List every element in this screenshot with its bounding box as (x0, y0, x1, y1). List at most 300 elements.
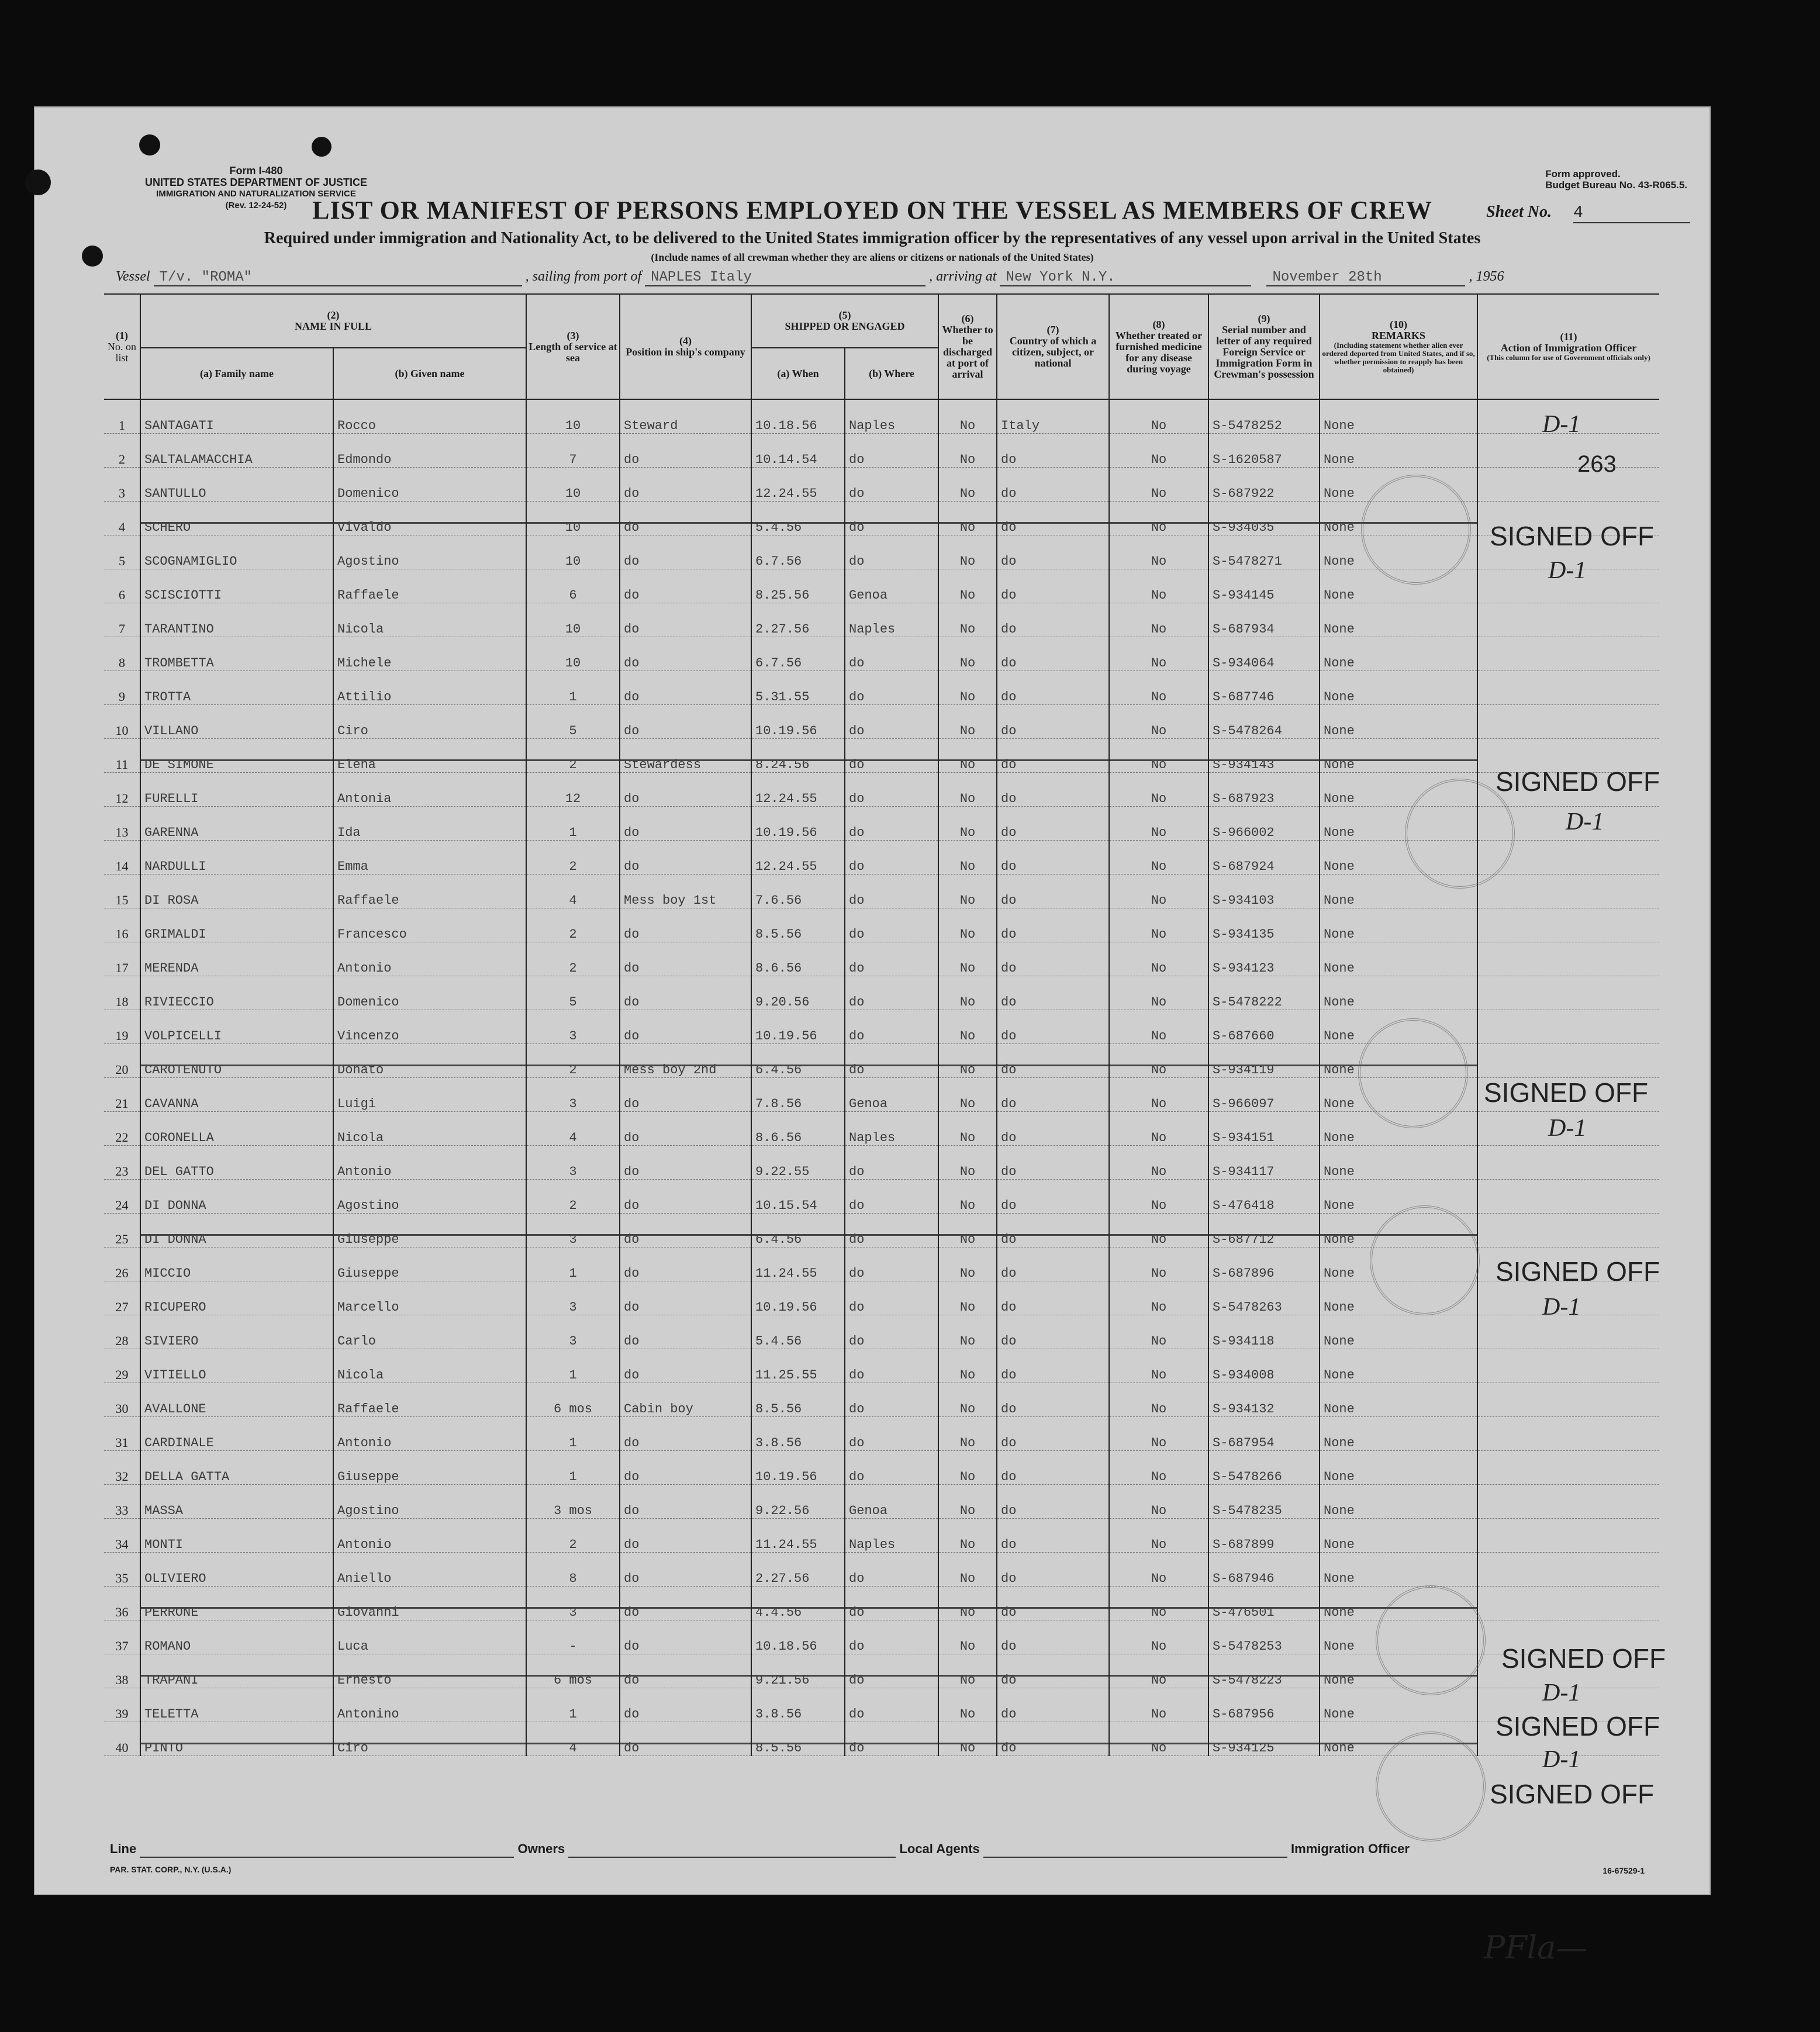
approval-block (1545, 168, 1687, 191)
d1-mark: D-1 (1542, 1679, 1581, 1706)
discharged: No (938, 1688, 997, 1722)
given-name: Antonio (333, 1146, 526, 1180)
shipped-where: do (845, 434, 938, 468)
service-length: 3 (526, 1078, 620, 1112)
country: do (997, 1620, 1109, 1654)
discharged: No (938, 739, 997, 773)
serial-number: S-934125 (1208, 1722, 1320, 1756)
remarks: None (1320, 773, 1477, 807)
country: do (997, 705, 1109, 739)
discharged: No (938, 671, 997, 705)
table-row (104, 603, 1659, 637)
col-where-header: (b) Where (845, 348, 938, 399)
row-number: 29 (104, 1349, 140, 1383)
discharged: No (938, 976, 997, 1010)
position: do (620, 1451, 751, 1485)
service-length: 6 mos (526, 1654, 620, 1688)
table-row (104, 637, 1659, 671)
shipped-where: do (845, 502, 938, 535)
remarks: None (1320, 434, 1477, 468)
immigration-stamp (1361, 475, 1471, 585)
position: do (620, 569, 751, 603)
row-number: 7 (104, 603, 140, 637)
serial-number: S-5478222 (1208, 976, 1320, 1010)
row-number: 40 (104, 1722, 140, 1756)
row-number: 17 (104, 942, 140, 976)
shipped-where: do (845, 1383, 938, 1417)
position: do (620, 1180, 751, 1214)
shipped-where: do (845, 1654, 938, 1688)
service-length: 10 (526, 468, 620, 502)
row-number: 36 (104, 1587, 140, 1620)
col-remarks-header: (10) REMARKS (Including statement whether alien ever ordered deported from United States, and if so, whether permission to reapply has been obtained) (1320, 294, 1477, 399)
treated: No (1109, 1349, 1208, 1383)
shipped-where: do (845, 1044, 938, 1078)
country: do (997, 1383, 1109, 1417)
family-name: SALTALAMACCHIA (140, 434, 333, 468)
discharged: No (938, 399, 997, 434)
service-length: 1 (526, 671, 620, 705)
family-name: SCOGNAMIGLIO (140, 535, 333, 569)
table-row (104, 875, 1659, 908)
discharged: No (938, 1620, 997, 1654)
table-row (104, 1417, 1659, 1451)
shipped-where: do (845, 1417, 938, 1451)
shipped-when: 5.4.56 (751, 502, 845, 535)
given-name: Luca (333, 1620, 526, 1654)
family-name: NARDULLI (140, 841, 333, 875)
sheet-number (1486, 203, 1690, 223)
row-number: 16 (104, 908, 140, 942)
family-name: ROMANO (140, 1620, 333, 1654)
family-name: RIVIECCIO (140, 976, 333, 1010)
remarks: None (1320, 671, 1477, 705)
family-name: SCHERO (140, 502, 333, 535)
remarks: None (1320, 1417, 1477, 1451)
officer-action (1477, 1146, 1659, 1180)
col-shipped-header: (5) SHIPPED OR ENGAGED (751, 294, 938, 348)
remarks: None (1320, 1315, 1477, 1349)
remarks: None (1320, 1519, 1477, 1553)
position: do (620, 976, 751, 1010)
discharged: No (938, 468, 997, 502)
position: do (620, 1519, 751, 1553)
shipped-where: Naples (845, 603, 938, 637)
country: do (997, 841, 1109, 875)
discharged: No (938, 1485, 997, 1519)
country: do (997, 942, 1109, 976)
country: do (997, 671, 1109, 705)
immigration-stamp (1405, 779, 1515, 889)
remarks: None (1320, 1587, 1477, 1620)
position: do (620, 1417, 751, 1451)
family-name: VITIELLO (140, 1349, 333, 1383)
serial-number: S-5478266 (1208, 1451, 1320, 1485)
country: do (997, 1654, 1109, 1688)
position: do (620, 1247, 751, 1281)
family-name: DI DONNA (140, 1214, 333, 1247)
discharged: No (938, 1214, 997, 1247)
service-length: 2 (526, 1180, 620, 1214)
remarks: None (1320, 1553, 1477, 1587)
serial-number: S-5478264 (1208, 705, 1320, 739)
shipped-where: Genoa (845, 569, 938, 603)
serial-number: S-934119 (1208, 1044, 1320, 1078)
remarks: None (1320, 1044, 1477, 1078)
page-number-annotation: 263 (1577, 451, 1617, 477)
sheet-value: 4 (1573, 204, 1690, 223)
serial-number: S-687660 (1208, 1010, 1320, 1044)
row-number: 31 (104, 1417, 140, 1451)
signed-off-annotation: SIGNED OFF (1490, 1779, 1655, 1809)
family-name: DEL GATTO (140, 1146, 333, 1180)
year-digit: 6 (1497, 269, 1504, 284)
discharged: No (938, 841, 997, 875)
service-length: 8 (526, 1553, 620, 1587)
country: do (997, 875, 1109, 908)
treated: No (1109, 1078, 1208, 1112)
position: do (620, 1214, 751, 1247)
row-number: 10 (104, 705, 140, 739)
shipped-where: Genoa (845, 1485, 938, 1519)
country: do (997, 1722, 1109, 1756)
table-row (104, 671, 1659, 705)
immigration-stamp (1370, 1205, 1480, 1315)
row-number: 39 (104, 1688, 140, 1722)
subnote: (Include names of all crewman whether they are aliens or citizens or nationals of the United States) (651, 251, 1094, 263)
service-length: 10 (526, 502, 620, 535)
shipped-where: do (845, 1214, 938, 1247)
shipped-where: Genoa (845, 1078, 938, 1112)
row-number: 1 (104, 399, 140, 434)
immigration-stamp (1358, 1018, 1468, 1128)
discharged: No (938, 1247, 997, 1281)
position: do (620, 705, 751, 739)
table-row (104, 1383, 1659, 1417)
family-name: SANTAGATI (140, 399, 333, 434)
row-number: 3 (104, 468, 140, 502)
shipped-when: 10.15.54 (751, 1180, 845, 1214)
service-length: 2 (526, 739, 620, 773)
discharged: No (938, 1044, 997, 1078)
family-name: CORONELLA (140, 1112, 333, 1146)
officer-action (1477, 1519, 1659, 1553)
given-name: Ida (333, 807, 526, 841)
page-title: LIST OR MANIFEST OF PERSONS EMPLOYED ON THE VESSEL AS MEMBERS OF CREW (312, 196, 1432, 224)
shipped-when: 12.24.55 (751, 468, 845, 502)
d1-mark: D-1 (1542, 1294, 1581, 1321)
remarks: None (1320, 908, 1477, 942)
vessel-name: T/v. "ROMA" (154, 269, 522, 286)
treated: No (1109, 875, 1208, 908)
serial-number: S-934035 (1208, 502, 1320, 535)
position: Mess boy 1st (620, 875, 751, 908)
family-name: MONTI (140, 1519, 333, 1553)
row-number: 35 (104, 1553, 140, 1587)
country: do (997, 1553, 1109, 1587)
col-discharged-header: (6) Whether to be discharged at port of arrival (938, 294, 997, 399)
table-row (104, 1451, 1659, 1485)
country: do (997, 1519, 1109, 1553)
country: do (997, 535, 1109, 569)
row-number: 8 (104, 637, 140, 671)
discharged: No (938, 1349, 997, 1383)
shipped-where: do (845, 1620, 938, 1654)
service-length: 1 (526, 1417, 620, 1451)
position: do (620, 1620, 751, 1654)
remarks: None (1320, 705, 1477, 739)
shipped-where: do (845, 739, 938, 773)
shipped-where: do (845, 1010, 938, 1044)
shipped-when: 6.4.56 (751, 1044, 845, 1078)
local-agents-label: Local Agents (899, 1841, 980, 1856)
shipped-when: 9.22.56 (751, 1485, 845, 1519)
remarks: None (1320, 1112, 1477, 1146)
serial-number: S-934008 (1208, 1349, 1320, 1383)
discharged: No (938, 908, 997, 942)
arriving-label: , arriving at (929, 269, 997, 284)
shipped-where: do (845, 1587, 938, 1620)
year-label: , 195 (1469, 269, 1497, 284)
col-name-header: (2) NAME IN FULL (140, 294, 526, 348)
sheet-label: Sheet No. (1486, 203, 1552, 221)
shipped-when: 9.22.55 (751, 1146, 845, 1180)
position: Stewardess (620, 739, 751, 773)
discharged: No (938, 875, 997, 908)
position: do (620, 1688, 751, 1722)
signed-off-annotation: SIGNED OFF (1496, 1711, 1660, 1741)
shipped-where: do (845, 908, 938, 942)
shipped-when: 7.8.56 (751, 1078, 845, 1112)
treated: No (1109, 502, 1208, 535)
service-length: 3 (526, 1315, 620, 1349)
discharged: No (938, 535, 997, 569)
row-number: 38 (104, 1654, 140, 1688)
discharged: No (938, 637, 997, 671)
col-length-header: (3) Length of service at sea (526, 294, 620, 399)
form-number: Form I-480 (229, 165, 283, 177)
discharged: No (938, 502, 997, 535)
position: Steward (620, 399, 751, 434)
table-row (104, 908, 1659, 942)
service-name: IMMIGRATION AND NATURALIZATION SERVICE (156, 189, 356, 199)
country: do (997, 637, 1109, 671)
service-length: 10 (526, 399, 620, 434)
country: Italy (997, 399, 1109, 434)
given-name: Vivaldo (333, 502, 526, 535)
given-name: Emma (333, 841, 526, 875)
signed-off-annotation: SIGNED OFF (1496, 766, 1660, 797)
col-action-header: (11) Action of Immigration Officer (This column for use of Government officials only) (1477, 294, 1659, 399)
family-name: RICUPERO (140, 1281, 333, 1315)
treated: No (1109, 1417, 1208, 1451)
officer-action (1477, 1214, 1659, 1247)
position: do (620, 1078, 751, 1112)
col-treated-header: (8) Whether treated or furnished medicine for any disease during voyage (1109, 294, 1208, 399)
treated: No (1109, 1112, 1208, 1146)
signed-off-annotation: SIGNED OFF (1501, 1643, 1666, 1674)
treated: No (1109, 942, 1208, 976)
service-length: 4 (526, 875, 620, 908)
owners-label: Owners (517, 1841, 565, 1856)
row-number: 12 (104, 773, 140, 807)
shipped-when: 4.4.56 (751, 1587, 845, 1620)
remarks: None (1320, 942, 1477, 976)
row-number: 21 (104, 1078, 140, 1112)
remarks: None (1320, 841, 1477, 875)
shipped-when: 2.27.56 (751, 603, 845, 637)
given-name: Nicola (333, 1112, 526, 1146)
given-name: Ciro (333, 1722, 526, 1756)
position: do (620, 1315, 751, 1349)
country: do (997, 807, 1109, 841)
serial-number: S-687896 (1208, 1247, 1320, 1281)
position: do (620, 1722, 751, 1756)
treated: No (1109, 705, 1208, 739)
treated: No (1109, 841, 1208, 875)
country: do (997, 1281, 1109, 1315)
remarks: None (1320, 1349, 1477, 1383)
position: do (620, 502, 751, 535)
row-number: 18 (104, 976, 140, 1010)
shipped-where: Naples (845, 1112, 938, 1146)
service-length: 1 (526, 1688, 620, 1722)
row-number: 9 (104, 671, 140, 705)
officer-action (1477, 603, 1659, 637)
family-name: TRAPANI (140, 1654, 333, 1688)
shipped-when: 9.21.56 (751, 1654, 845, 1688)
given-name: Ciro (333, 705, 526, 739)
service-length: 3 mos (526, 1485, 620, 1519)
treated: No (1109, 468, 1208, 502)
serial-number: S-687954 (1208, 1417, 1320, 1451)
shipped-where: do (845, 976, 938, 1010)
shipped-where: do (845, 637, 938, 671)
remarks: None (1320, 1078, 1477, 1112)
line-field (140, 1841, 514, 1858)
family-name: SIVIERO (140, 1315, 333, 1349)
col-when-header: (a) When (751, 348, 845, 399)
service-length: 1 (526, 1451, 620, 1485)
discharged: No (938, 1383, 997, 1417)
given-name: Michele (333, 637, 526, 671)
given-name: Carlo (333, 1315, 526, 1349)
table-row (104, 739, 1659, 773)
subtitle: Required under immigration and Nationality Act, to be delivered to the United States immigration officer by the representatives of any vessel upon arrival in the United States (264, 229, 1481, 247)
d1-mark: D-1 (1548, 557, 1587, 584)
officer-action (1477, 1485, 1659, 1519)
remarks: None (1320, 1485, 1477, 1519)
col-serial-header: (9) Serial number and letter of any required Foreign Service or Immigration Form in Crewman's possession (1208, 294, 1320, 399)
officer-action (1477, 1349, 1659, 1383)
row-number: 4 (104, 502, 140, 535)
remarks: None (1320, 1247, 1477, 1281)
punch-hole (312, 137, 331, 157)
position: do (620, 1112, 751, 1146)
shipped-when: 12.24.55 (751, 841, 845, 875)
family-name: OLIVIERO (140, 1553, 333, 1587)
form-code: 16-67529-1 (1603, 1866, 1645, 1875)
remarks: None (1320, 468, 1477, 502)
serial-number: S-476501 (1208, 1587, 1320, 1620)
officer-action (1477, 434, 1659, 468)
sailing-label: , sailing from port of (525, 269, 642, 284)
given-name: Donato (333, 1044, 526, 1078)
remarks: None (1320, 976, 1477, 1010)
shipped-when: 3.8.56 (751, 1417, 845, 1451)
remarks: None (1320, 569, 1477, 603)
sailing-port: NAPLES Italy (645, 269, 925, 286)
position: do (620, 535, 751, 569)
country: do (997, 1485, 1109, 1519)
serial-number: S-934123 (1208, 942, 1320, 976)
vessel-label: Vessel (116, 269, 150, 284)
remarks: None (1320, 1688, 1477, 1722)
serial-number: S-1620587 (1208, 434, 1320, 468)
remarks: None (1320, 502, 1477, 535)
service-length: 5 (526, 705, 620, 739)
service-length: 2 (526, 841, 620, 875)
treated: No (1109, 1214, 1208, 1247)
revision-date: (Rev. 12-24-52) (225, 201, 287, 210)
signed-off-annotation: SIGNED OFF (1496, 1256, 1660, 1287)
country: do (997, 976, 1109, 1010)
position: Mess boy 2nd (620, 1044, 751, 1078)
shipped-where: do (845, 773, 938, 807)
given-name: Nicola (333, 603, 526, 637)
shipped-when: 6.7.56 (751, 637, 845, 671)
treated: No (1109, 1315, 1208, 1349)
service-length: 1 (526, 1247, 620, 1281)
shipped-when: 10.19.56 (751, 1281, 845, 1315)
discharged: No (938, 1146, 997, 1180)
owners-field (568, 1841, 896, 1858)
family-name: CAVANNA (140, 1078, 333, 1112)
punch-hole (139, 134, 160, 155)
country: do (997, 1247, 1109, 1281)
service-length: 3 (526, 1281, 620, 1315)
serial-number: S-5478253 (1208, 1620, 1320, 1654)
remarks: None (1320, 637, 1477, 671)
serial-number: S-5478252 (1208, 399, 1320, 434)
position: do (620, 468, 751, 502)
given-name: Raffaele (333, 1383, 526, 1417)
discharged: No (938, 1078, 997, 1112)
given-name: Attilio (333, 671, 526, 705)
shipped-when: 11.24.55 (751, 1247, 845, 1281)
treated: No (1109, 773, 1208, 807)
family-name: DI ROSA (140, 875, 333, 908)
shipped-where: do (845, 1315, 938, 1349)
shipped-when: 7.6.56 (751, 875, 845, 908)
treated: No (1109, 671, 1208, 705)
given-name: Francesco (333, 908, 526, 942)
local-agents-field (983, 1841, 1287, 1858)
country: do (997, 1214, 1109, 1247)
service-length: 2 (526, 1519, 620, 1553)
serial-number: S-476418 (1208, 1180, 1320, 1214)
shipped-where: do (845, 1180, 938, 1214)
shipped-where: Naples (845, 399, 938, 434)
treated: No (1109, 976, 1208, 1010)
discharged: No (938, 705, 997, 739)
position: do (620, 637, 751, 671)
country: do (997, 1146, 1109, 1180)
treated: No (1109, 637, 1208, 671)
row-number: 37 (104, 1620, 140, 1654)
table-row (104, 1146, 1659, 1180)
treated: No (1109, 1587, 1208, 1620)
